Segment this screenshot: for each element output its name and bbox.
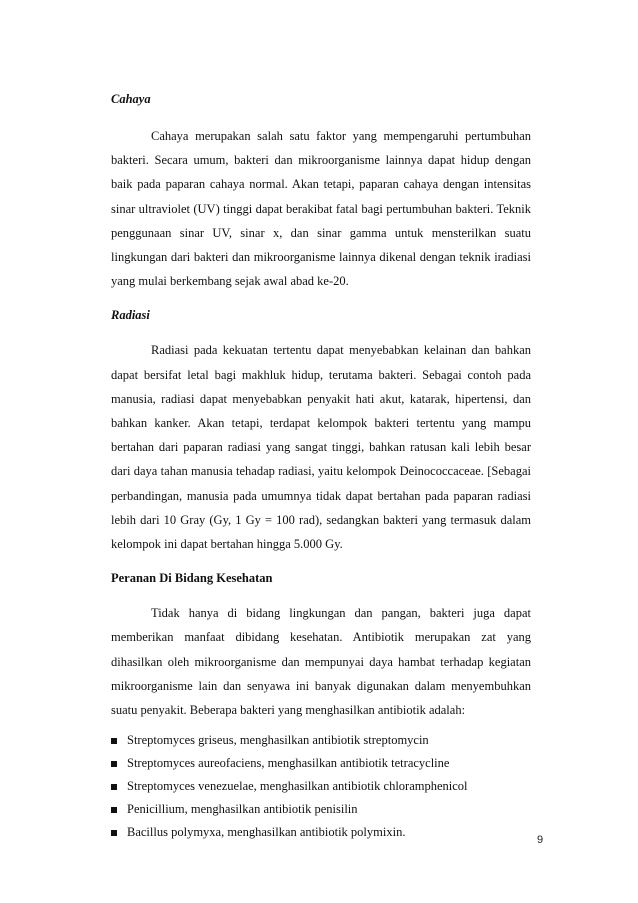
- antibiotic-list: [111, 729, 531, 844]
- page-content: [111, 90, 531, 844]
- list-item-text: Streptomyces venezuelae, menghasilkan antibiotik chloramphenicol: [127, 779, 468, 794]
- square-bullet-icon: [111, 830, 117, 836]
- list-item: [111, 775, 531, 798]
- paragraph-cahaya: Cahaya merupakan salah satu faktor yang mempengaruhi pertumbuhan bakteri. Secara umum, bakteri dan mikroorganisme lainnya dapat hidup dengan baik pada paparan cahaya normal. Akan tetapi, paparan cahaya dengan intensitas sinar ultraviolet (UV) tinggi dapat berakibat fatal bagi pertumbuhan bakteri. Teknik penggunaan sinar UV, sinar x, dan sinar gamma untuk mensterilkan suatu lingkungan dari bakteri dan mikroorganisme lainnya dikenal dengan teknik iradiasi yang mulai berkembang sejak awal abad ke-20.: [111, 129, 531, 289]
- list-item-text: Bacillus polymyxa, menghasilkan antibiotik polymixin.: [127, 825, 406, 840]
- paragraph-peranan-kesehatan: Tidak hanya di bidang lingkungan dan pangan, bakteri juga dapat memberikan manfaat dibidang kesehatan. Antibiotik merupakan zat yang dihasilkan oleh mikroorganisme dan mempunyai daya hambat terhadap kegiatan mikroorganisme lain dan senyawa ini banyak digunakan dalam menyembuhkan suatu penyakit. Beberapa bakteri yang menghasilkan antibiotik adalah:: [111, 606, 531, 718]
- square-bullet-icon: [111, 738, 117, 744]
- list-item-text: Streptomyces aureofaciens, menghasilkan antibiotik tetracycline: [127, 756, 450, 771]
- list-item: [111, 752, 531, 775]
- page-number: 9: [537, 834, 544, 846]
- heading-peranan-kesehatan: Peranan Di Bidang Kesehatan: [111, 571, 273, 586]
- square-bullet-icon: [111, 807, 117, 813]
- list-item: [111, 798, 531, 821]
- heading-cahaya: Cahaya: [111, 92, 151, 106]
- square-bullet-icon: [111, 784, 117, 790]
- square-bullet-icon: [111, 761, 117, 767]
- list-item: [111, 821, 531, 844]
- list-item-text: Penicillium, menghasilkan antibiotik penisilin: [127, 802, 358, 817]
- list-item-text: Streptomyces griseus, menghasilkan antibiotik streptomycin: [127, 733, 429, 748]
- paragraph-radiasi: Radiasi pada kekuatan tertentu dapat menyebabkan kelainan dan bahkan dapat bersifat letal bagi makhluk hidup, terutama bakteri. Sebagai contoh pada manusia, radiasi dapat menyebabkan penyakit hati akut, katarak, hipertensi, dan bahkan kanker. Akan tetapi, terdapat kelompok bakteri tertentu yang mampu bertahan dari paparan radiasi yang sangat tinggi, bahkan ratusan kali lebih besar dari daya tahan manusia tehadap radiasi, yaitu kelompok Deinococcaceae. [Sebagai perbandingan, manusia pada umumnya tidak dapat bertahan pada paparan radiasi lebih dari 10 Gray (Gy, 1 Gy = 100 rad), sedangkan bakteri yang termasuk dalam kelompok ini dapat bertahan hingga 5.000 Gy.: [111, 343, 531, 552]
- heading-radiasi: Radiasi: [111, 308, 150, 323]
- list-item: [111, 729, 531, 752]
